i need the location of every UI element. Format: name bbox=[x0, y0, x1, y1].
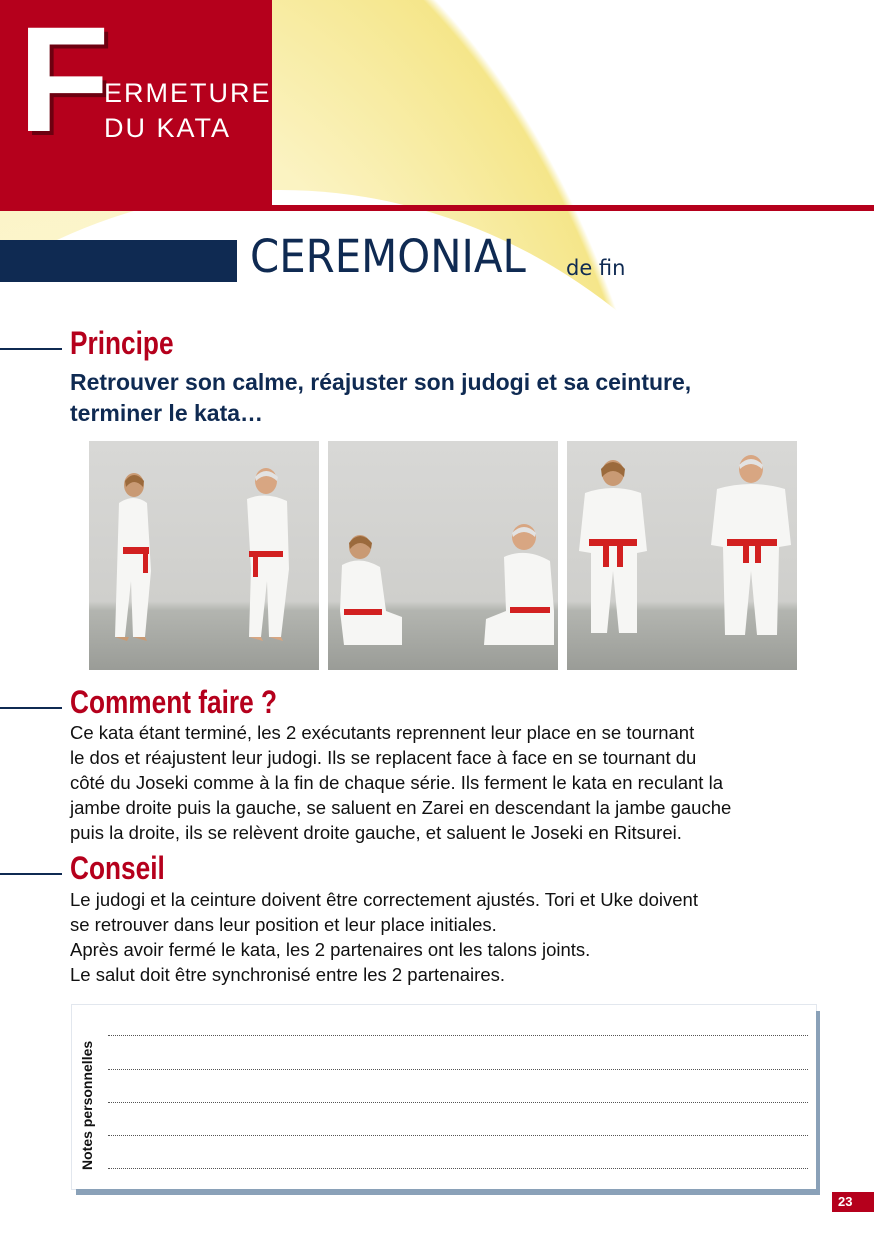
page-subtitle: de fin bbox=[566, 256, 626, 280]
comment-faire-line: Ce kata étant terminé, les 2 exécutants reprennent leur place en se tournant bbox=[70, 722, 695, 743]
header-rule bbox=[0, 205, 874, 211]
conseil-line: se retrouver dans leur position et leur place initiales. bbox=[70, 914, 497, 935]
notes-line[interactable] bbox=[108, 1135, 808, 1136]
header-initial-letter: F bbox=[18, 0, 110, 163]
photo-kneeling-zarei bbox=[328, 441, 558, 670]
notes-line[interactable] bbox=[108, 1168, 808, 1169]
comment-faire-line: côté du Joseki comme à la fin de chaque série. Ils ferment le kata en reculant la bbox=[70, 772, 723, 793]
photo-standing-front bbox=[567, 441, 797, 670]
notes-line[interactable] bbox=[108, 1102, 808, 1103]
title-accent-bar bbox=[0, 240, 237, 282]
section-rule-conseil bbox=[0, 873, 62, 875]
conseil-line: Après avoir fermé le kata, les 2 partenaires ont les talons joints. bbox=[70, 939, 591, 960]
notes-line[interactable] bbox=[108, 1069, 808, 1070]
section-rule-comment-faire bbox=[0, 707, 62, 709]
header-title-line-1: ERMETURE bbox=[104, 78, 272, 108]
conseil-line: Le salut doit être synchronisé entre les 2 partenaires. bbox=[70, 964, 505, 985]
principe-lead-line: Retrouver son calme, réajuster son judogi et sa ceinture, bbox=[70, 369, 692, 395]
section-rule-principe bbox=[0, 348, 62, 350]
page-number: 23 bbox=[832, 1192, 874, 1212]
notes-box bbox=[72, 1005, 816, 1189]
comment-faire-line: le dos et réajustent leur judogi. Ils se replacent face à face en se tournant du bbox=[70, 747, 697, 768]
section-heading-conseil: Conseil bbox=[70, 850, 165, 886]
photo-standing-profile bbox=[89, 441, 319, 670]
comment-faire-line: puis la droite, ils se relèvent droite gauche, et saluent le Joseki en Ritsurei. bbox=[70, 822, 682, 843]
section-heading-comment-faire: Comment faire ? bbox=[70, 684, 278, 720]
principe-lead bbox=[70, 367, 850, 429]
conseil-text bbox=[70, 887, 830, 987]
comment-faire-line: jambe droite puis la gauche, se saluent en Zarei en descendant la jambe gauche bbox=[70, 797, 732, 818]
principe-lead-line: terminer le kata… bbox=[70, 400, 264, 426]
comment-faire-text bbox=[70, 720, 830, 845]
section-heading-principe: Principe bbox=[70, 325, 174, 361]
conseil-line: Le judogi et la ceinture doivent être correctement ajustés. Tori et Uke doivent bbox=[70, 889, 698, 910]
page-title: CEREMONIAL bbox=[250, 230, 526, 283]
notes-line[interactable] bbox=[108, 1035, 808, 1036]
header-title-line-2: DU KATA bbox=[104, 113, 232, 143]
notes-label: Notes personnelles bbox=[79, 1040, 95, 1170]
